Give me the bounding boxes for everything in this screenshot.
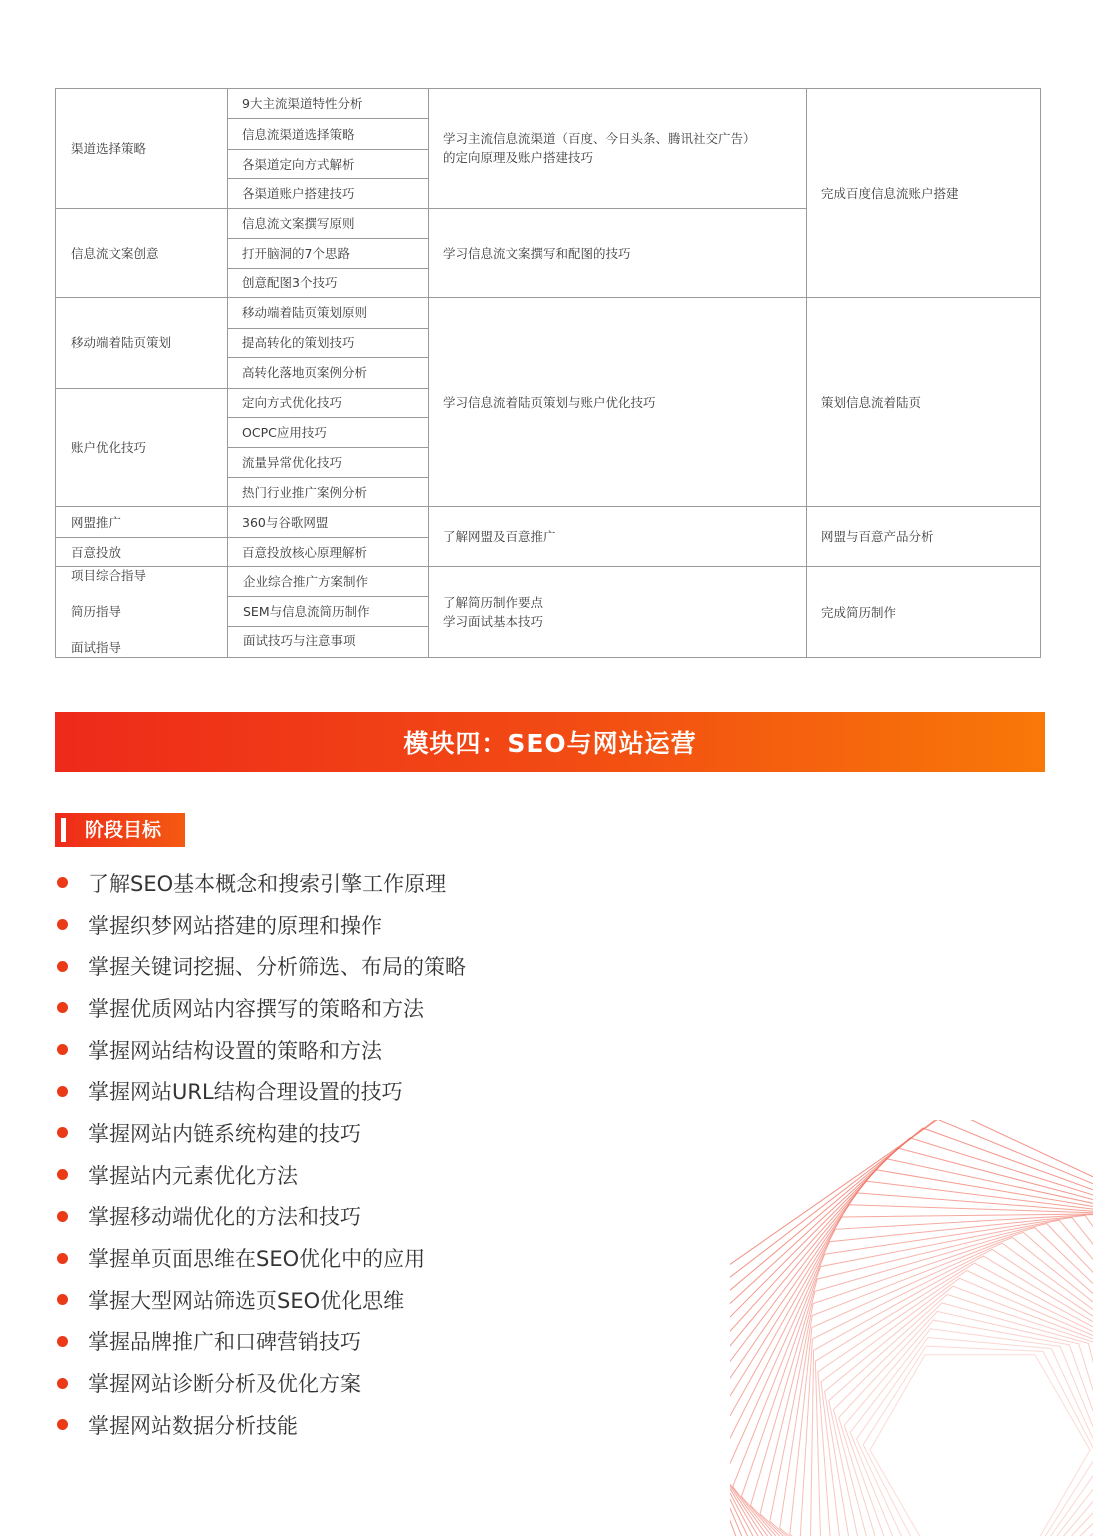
lesson-line: 企业综合推广方案制作 xyxy=(228,567,428,597)
table-row xyxy=(56,507,1041,537)
goal-cell: 了解网盟及百意推广 xyxy=(429,507,807,567)
lesson-cell: 创意配图3个技巧 xyxy=(228,268,429,297)
list-item xyxy=(55,1237,466,1279)
goal-cell: 学习信息流文案撰写和配图的技巧 xyxy=(429,208,807,297)
bullet-dot-icon xyxy=(57,961,68,972)
bullet-dot-icon xyxy=(57,919,68,930)
goal-text: 掌握网站数据分析技能 xyxy=(88,1413,298,1438)
goal-cell xyxy=(429,89,807,209)
list-item xyxy=(55,862,466,904)
list-item xyxy=(55,904,466,946)
lesson-cell: 高转化落地页案例分析 xyxy=(228,358,429,388)
goal-text: 掌握网站URL结构合理设置的技巧 xyxy=(88,1080,403,1105)
lesson-cell: OCPC应用技巧 xyxy=(228,418,429,447)
stage-label: 阶段目标 xyxy=(85,819,162,841)
goal-text: 掌握单页面思维在SEO优化中的应用 xyxy=(88,1247,426,1272)
bullet-dot-icon xyxy=(57,1336,68,1347)
topic-cell: 账户优化技巧 xyxy=(56,388,228,507)
lesson-cell: 定向方式优化技巧 xyxy=(228,388,429,417)
goal-text: 掌握移动端优化的方法和技巧 xyxy=(88,1205,361,1230)
lesson-cell: 百意投放核心原理解析 xyxy=(228,537,429,566)
topic-line: 项目综合指导 xyxy=(71,568,147,584)
goal-list xyxy=(55,862,466,1446)
bullet-dot-icon xyxy=(57,877,68,888)
goal-text: 掌握网站诊断分析及优化方案 xyxy=(88,1372,361,1397)
goal-cell: 学习信息流着陆页策划与账户优化技巧 xyxy=(429,298,807,507)
lesson-cell: 提高转化的策划技巧 xyxy=(228,328,429,357)
list-item xyxy=(55,987,466,1029)
lesson-stack-cell xyxy=(228,567,429,658)
list-item xyxy=(55,1321,466,1363)
tag-bar-icon xyxy=(61,818,66,842)
module-title: 模块四：SEO与网站运营 xyxy=(403,729,697,758)
lesson-cell: 360与谷歌网盟 xyxy=(228,507,429,537)
goal-text: 掌握品牌推广和口碑营销技巧 xyxy=(88,1330,361,1355)
bullet-dot-icon xyxy=(57,1378,68,1389)
lesson-cell: 流量异常优化技巧 xyxy=(228,447,429,477)
geometric-spiral-pattern-icon xyxy=(730,1120,1093,1536)
goal-text: 掌握大型网站筛选页SEO优化思维 xyxy=(88,1288,405,1313)
bullet-dot-icon xyxy=(57,1419,68,1430)
module-banner xyxy=(55,712,1045,772)
list-item xyxy=(55,1404,466,1446)
lesson-cell: 打开脑洞的7个思路 xyxy=(228,239,429,268)
goal-cell xyxy=(429,567,807,658)
topic-stack-cell xyxy=(56,567,228,658)
goal-text: 掌握关键词挖掘、分析筛选、布局的策略 xyxy=(88,955,466,980)
result-cell: 完成简历制作 xyxy=(807,567,1041,658)
bullet-dot-icon xyxy=(57,1002,68,1013)
goal-line: 了解简历制作要点 xyxy=(443,595,544,611)
list-item xyxy=(55,1362,466,1404)
goal-text: 掌握站内元素优化方法 xyxy=(88,1163,298,1188)
bullet-dot-icon xyxy=(57,1086,68,1097)
lesson-line: 面试技巧与注意事项 xyxy=(243,633,356,649)
topic-cell: 百意投放 xyxy=(56,537,228,566)
goal-text: 掌握网站结构设置的策略和方法 xyxy=(88,1038,382,1063)
bullet-dot-icon xyxy=(57,1253,68,1264)
bullet-dot-icon xyxy=(57,1211,68,1222)
lesson-cell: 信息流渠道选择策略 xyxy=(228,119,429,149)
result-cell: 网盟与百意产品分析 xyxy=(807,507,1041,567)
goal-text: 了解SEO基本概念和搜索引擎工作原理 xyxy=(88,871,447,896)
lesson-cell: 移动端着陆页策划原则 xyxy=(228,298,429,328)
curriculum-table xyxy=(55,88,1041,658)
topic-cell: 网盟推广 xyxy=(56,507,228,537)
table-row xyxy=(56,567,1041,658)
stage-tag xyxy=(55,813,185,847)
list-item xyxy=(55,1196,466,1238)
goal-text: 掌握网站内链系统构建的技巧 xyxy=(88,1121,361,1146)
topic-cell: 移动端着陆页策划 xyxy=(56,298,228,388)
table-row xyxy=(56,89,1041,119)
table-row xyxy=(56,298,1041,328)
lesson-cell: 信息流文案撰写原则 xyxy=(228,208,429,238)
result-cell: 完成百度信息流账户搭建 xyxy=(807,89,1041,298)
result-cell: 策划信息流着陆页 xyxy=(807,298,1041,507)
list-item xyxy=(55,1112,466,1154)
bullet-dot-icon xyxy=(57,1294,68,1305)
goal-text: 掌握织梦网站搭建的原理和操作 xyxy=(88,913,382,938)
topic-line: 简历指导 xyxy=(71,604,122,620)
list-item xyxy=(55,1029,466,1071)
lesson-line: SEM与信息流简历制作 xyxy=(228,597,428,627)
goal-line: 的定向原理及账户搭建技巧 xyxy=(443,150,594,166)
list-item xyxy=(55,945,466,987)
list-item xyxy=(55,1154,466,1196)
topic-line: 面试指导 xyxy=(71,639,122,655)
lesson-cell: 各渠道账户搭建技巧 xyxy=(228,179,429,208)
list-item xyxy=(55,1070,466,1112)
bullet-dot-icon xyxy=(57,1169,68,1180)
topic-cell: 渠道选择策略 xyxy=(56,89,228,209)
topic-cell: 信息流文案创意 xyxy=(56,208,228,297)
list-item xyxy=(55,1279,466,1321)
lesson-cell: 热门行业推广案例分析 xyxy=(228,477,429,506)
goal-line: 学习面试基本技巧 xyxy=(443,614,544,630)
lesson-cell: 9大主流渠道特性分析 xyxy=(228,89,429,119)
bullet-dot-icon xyxy=(57,1127,68,1138)
goal-line: 学习主流信息流渠道（百度、今日头条、腾讯社交广告） xyxy=(443,131,756,147)
lesson-cell: 各渠道定向方式解析 xyxy=(228,149,429,178)
bullet-dot-icon xyxy=(57,1044,68,1055)
goal-text: 掌握优质网站内容撰写的策略和方法 xyxy=(88,996,424,1021)
